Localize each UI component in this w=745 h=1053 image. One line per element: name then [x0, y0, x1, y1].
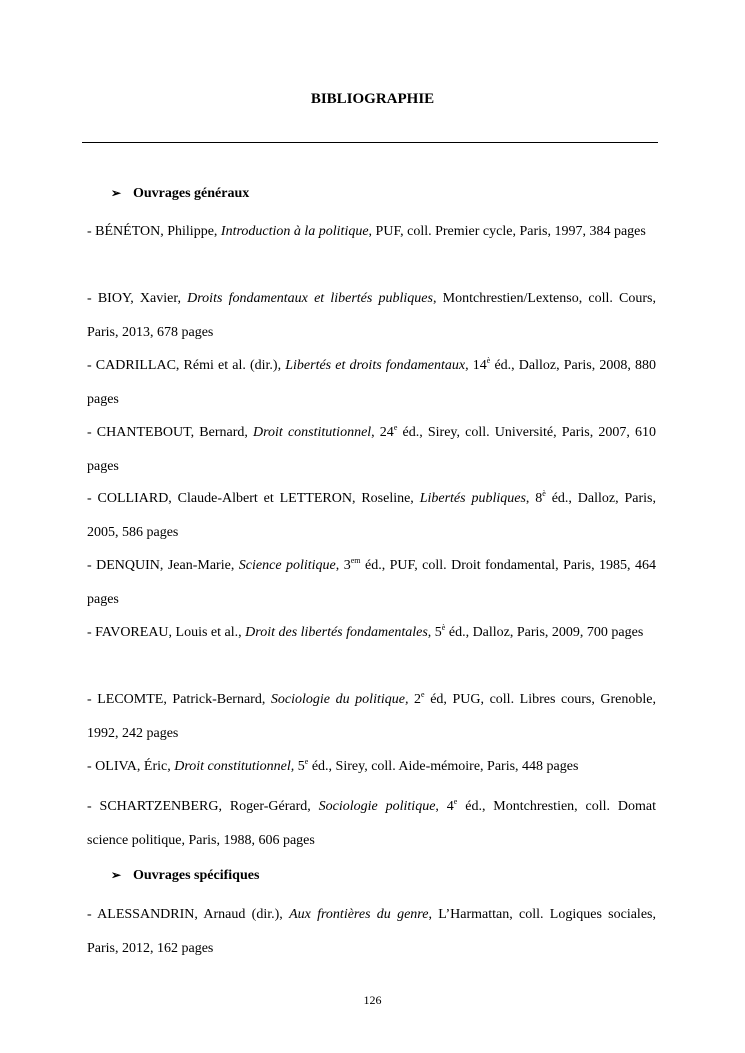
entry-edition-suffix: è — [441, 623, 446, 632]
entry-edition-suffix: e — [421, 690, 425, 699]
entry-author: - FAVOREAU, Louis et al., — [87, 625, 246, 640]
entry-rest: éd., Sirey, coll. Université, Paris, 2007, 610 pages — [87, 425, 656, 474]
bibliography-entry-colliard — [87, 482, 656, 549]
bibliography-entry-schartzenberg — [87, 790, 656, 857]
page-title: BIBLIOGRAPHIE — [310, 91, 435, 107]
entry-edition-suffix: è — [486, 356, 491, 365]
entry-author: - LECOMTE, Patrick-Bernard, — [87, 692, 271, 707]
entry-title: Introduction à la politique — [220, 224, 369, 239]
entry-edition: 2 — [408, 692, 422, 707]
bibliography-entry-favoreau — [87, 616, 656, 650]
entry-rest: , Montchrestien/Lextenso, coll. Cours, Paris, 2013, 678 pages — [87, 291, 657, 340]
entry-rest: éd., Sirey, coll. Aide-mémoire, Paris, 448 pages — [308, 759, 579, 774]
entry-author: - DENQUIN, Jean-Marie, — [87, 558, 239, 573]
arrow-bullet-icon: ➢ — [111, 868, 122, 882]
entry-author: - SCHARTZENBERG, Roger-Gérard, — [87, 799, 319, 814]
entry-edition: , 4 — [435, 799, 454, 814]
entry-edition-suffix: e — [453, 797, 458, 806]
entry-edition-suffix: e — [304, 757, 309, 766]
entry-title: Aux frontières du genre — [289, 907, 429, 922]
section-heading-general — [111, 184, 249, 203]
entry-title: Libertés publiques — [419, 491, 526, 506]
bibliography-entry-bioy — [87, 282, 656, 349]
bibliography-entry-alessandrin — [87, 898, 656, 965]
entry-rest: éd., Dalloz, Paris, 2005, 586 pages — [87, 491, 656, 540]
entry-edition: 5 — [294, 759, 305, 774]
entry-title: Libertés et droits fondamentaux — [285, 358, 466, 373]
entry-author: - BÉNÉTON, Philippe, — [87, 224, 221, 239]
entry-title: Sociologie politique — [318, 799, 436, 814]
entry-rest: , PUF, coll. Premier cycle, Paris, 1997, 384 pages — [368, 224, 646, 239]
bibliography-entry-lecomte — [87, 683, 656, 750]
page-number: 126 — [363, 993, 382, 1007]
arrow-bullet-icon: ➢ — [111, 186, 122, 200]
entry-author: - ALESSANDRIN, Arnaud (dir.), — [87, 907, 290, 922]
entry-rest: éd., Montchrestien, coll. Domat science politique, Paris, 1988, 606 pages — [87, 799, 657, 848]
bibliography-entry-cadrillac — [87, 349, 656, 416]
entry-edition-suffix: em — [350, 556, 361, 565]
entry-rest: éd, PUG, coll. Libres cours, Grenoble, 1992, 242 pages — [87, 692, 656, 741]
entry-author: - CHANTEBOUT, Bernard, — [87, 425, 253, 440]
entry-title: Droit des libertés fondamentales — [245, 625, 428, 640]
bibliography-entry-chantebout — [87, 416, 656, 483]
bibliography-entry-denquin — [87, 549, 656, 616]
entry-author: - COLLIARD, Claude-Albert et LETTERON, Roseline, — [87, 491, 420, 506]
entry-rest: éd., PUF, coll. Droit fondamental, Paris, 1985, 464 pages — [87, 558, 656, 607]
bibliography-entry-oliva — [87, 750, 656, 784]
entry-edition: , 24 — [371, 425, 394, 440]
entry-edition-suffix: e — [393, 423, 398, 432]
entry-edition: , 14 — [465, 358, 487, 373]
entry-title: Droit constitutionnel, — [174, 759, 295, 774]
entry-title: Droit constitutionnel — [253, 425, 372, 440]
entry-edition: , 8 — [525, 491, 543, 506]
entry-edition: , 5 — [427, 625, 442, 640]
entry-author: - CADRILLAC, Rémi et al. (dir.), — [87, 358, 286, 373]
section-heading-label: Ouvrages généraux — [133, 186, 250, 201]
entry-title: Sociologie du politique, — [270, 692, 409, 707]
entry-title: Droits fondamentaux et libertés publiques — [187, 291, 433, 306]
section-heading-label: Ouvrages spécifiques — [133, 868, 260, 883]
entry-edition-suffix: è — [542, 489, 546, 498]
section-heading-specific — [111, 866, 259, 885]
bibliography-entry-beneton — [87, 215, 656, 249]
entry-author: - BIOY, Xavier, — [87, 291, 188, 306]
entry-edition: , 3 — [335, 558, 351, 573]
entry-rest: éd., Dalloz, Paris, 2008, 880 pages — [87, 358, 657, 407]
title-divider — [82, 142, 658, 143]
entry-title: Science politique — [238, 558, 336, 573]
entry-rest: , L’Harmattan, coll. Logiques sociales, Paris, 2012, 162 pages — [87, 907, 656, 956]
entry-author: - OLIVA, Éric, — [87, 759, 175, 774]
entry-rest: éd., Dalloz, Paris, 2009, 700 pages — [445, 625, 644, 640]
